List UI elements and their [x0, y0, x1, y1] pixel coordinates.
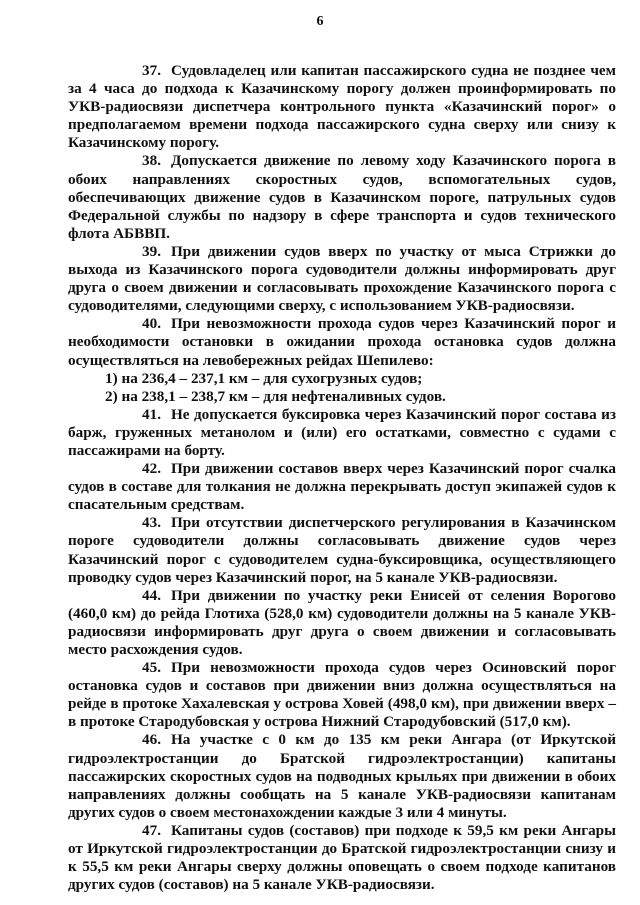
paragraph-39 — [68, 243, 616, 315]
paragraph-number: 40. — [142, 315, 161, 333]
paragraph-41 — [68, 406, 616, 460]
paragraph-number: 45. — [142, 659, 161, 677]
paragraph-number: 37. — [142, 62, 161, 79]
paragraph-text: При отсутствии диспетчерского регулирования в Казачинском пороге судоводители должны согласовывать движение судов через Казачинский порог с судоводителем судна-буксировщика, осуществляющего проводку судов через Казачинский порог, на 5 канале УКВ-радиосвязи. — [68, 514, 616, 586]
paragraph-number: 41. — [142, 405, 161, 423]
paragraph-38 — [68, 152, 616, 242]
paragraph-47 — [68, 822, 616, 894]
list-item-40-1: 1) на 236,4 – 237,1 км – для сухогрузных судов; — [105, 369, 423, 387]
paragraph-number: 46. — [142, 731, 161, 749]
paragraph-44 — [68, 587, 616, 659]
paragraph-42 — [68, 460, 616, 514]
document-body — [68, 62, 616, 894]
paragraph-text: При движении судов вверх по участку от мыса Стрижки до выхода из Казачинского порога судоводители должны информировать друг друга о своем движении и согласовывать прохождение Казачинского порога с судоводителями, следующими сверху, с использованием УКВ-радиосвязи. — [68, 242, 616, 315]
paragraph-number: 42. — [142, 460, 161, 478]
paragraph-text: При движении составов вверх через Казачинский порог счалка судов в составе для толкания не должна перекрывать доступ экипажей судов к спасательным средствам. — [68, 460, 616, 514]
paragraph-number: 44. — [142, 586, 161, 604]
list-item-40-2: 2) на 238,1 – 238,7 км – для нефтеналивных судов. — [105, 387, 446, 405]
paragraph-40 — [68, 315, 616, 369]
page-number: 6 — [316, 14, 324, 29]
paragraph-text: Капитаны судов (составов) при подходе к 59,5 км реки Ангары от Иркутской гидроэлектростанции до Братской гидроэлектростанции снизу и к 55,5 км реки Ангары сверху должны оповещать о своем подходе капитанов других судов (составов) на 5 канале УКВ-радиосвязи. — [68, 821, 616, 894]
paragraph-number: 39. — [142, 242, 161, 260]
paragraph-text: Допускается движение по левому ходу Казачинского порога в обоих направлениях скоростных судов, вспомогательных судов, обеспечивающих движение судов в Казачинском пороге, патрульных судов Федеральной службы по надзору в сфере транспорта и судов технического флота АБВВП. — [68, 152, 616, 242]
paragraph-37 — [68, 62, 616, 152]
paragraph-43 — [68, 514, 616, 586]
paragraph-text: Судовладелец или капитан пассажирского судна не позднее чем за 4 часа до подхода к Казачинскому порогу должен проинформировать по УКВ-радиосвязи диспетчера контрольного пункта «Казачинский порог» о предполагаемом времени подхода пассажирского судна сверху или снизу к Казачинскому порогу. — [68, 62, 616, 152]
paragraph-46 — [68, 731, 616, 821]
paragraph-text: При движении по участку реки Енисей от селения Ворогово (460,0 км) до рейда Глотиха (528,0 км) судоводители должны на 5 канале УКВ-радиосвязи информировать друг друга о своем движении и согласовывать место расхождения судов. — [68, 586, 616, 658]
paragraph-text: При невозможности прохода судов через Осиновский порог остановка судов и составов при движении вниз должна осуществляться на рейде в протоке Хахалевская у острова Ховей (498,0 км), при движении вверх – в протоке Стародубовская у острова Нижний Стародубовский (517,0 км). — [68, 659, 616, 731]
paragraph-text: На участке с 0 км до 135 км реки Ангара (от Иркутской гидроэлектростанции до Братской гидроэлектростанции) капитаны пассажирских скоростных судов на подводных крыльях при движении в обоих направлениях должны сообщать на 5 канале УКВ-радиосвязи капитанам других судов о своем местонахождении каждые 3 или 4 минуты. — [68, 731, 616, 821]
paragraph-number: 38. — [142, 152, 161, 170]
paragraph-number: 43. — [142, 514, 161, 532]
paragraph-45 — [68, 659, 616, 731]
paragraph-text: Не допускается буксировка через Казачинский порог состава из барж, груженных метанолом и (или) его остатками, совместно с судами с пассажирами на борту. — [68, 405, 616, 459]
paragraph-number: 47. — [142, 821, 161, 839]
paragraph-text: При невозможности прохода судов через Казачинский порог и необходимости остановки в ожидании прохода остановка судов должна осуществляться на левобережных рейдах Шепилево: — [68, 315, 616, 369]
